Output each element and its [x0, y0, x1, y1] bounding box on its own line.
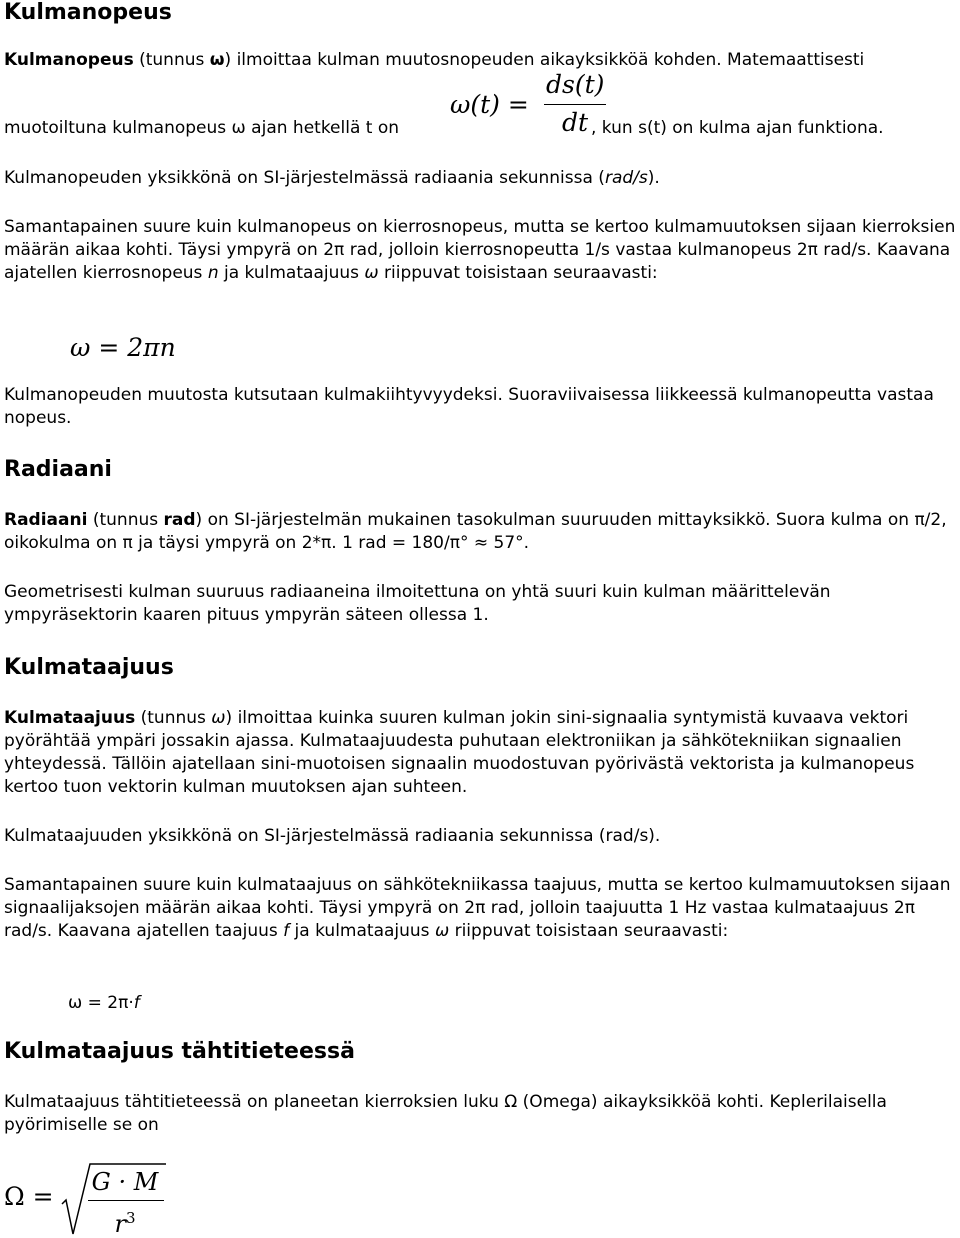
symbol-f: f [133, 993, 140, 1013]
symbol-omega: ω [364, 263, 379, 283]
symbol-f: f [283, 921, 290, 941]
symbol-n: n [207, 263, 219, 283]
text-span: Samantapainen suure kuin kulmataajuus on sähkötekniikassa taajuus, mutta se kertoo kulmamuutoksen sijaan signaalijaksojen määrän aikaa kohti. Täysi ympyrä on 2π rad, jolloin taajuutta 1 Hz vastaa kulmataajuus 2π rad/s. Kaavana ajatellen taajuus [4, 875, 951, 941]
symbol-rad: rad [163, 510, 196, 530]
formula-omega-2pi-n: ω = 2πn [70, 333, 176, 362]
symbol-r: r [114, 1210, 126, 1238]
radiaani-paragraph-2: Geometrisesti kulman suuruus radiaaneina ilmoitettuna on yhtä suuri kuin kulman määrittelevän ympyräsektorin kaaren pituus ympyrän säteen ollessa 1. [4, 582, 831, 625]
kulmataajuus-paragraph-3 [4, 874, 956, 943]
symbol-omega: ω [211, 708, 226, 728]
heading-radiaani: Radiaani [4, 457, 112, 482]
kulmanopeus-paragraph-4: Kulmanopeuden muutosta kutsutaan kulmakiihtyvyydeksi. Suoraviivaisessa liikkeessä kulmanopeutta vastaa nopeus. [4, 385, 934, 428]
radiaani-paragraph-1 [4, 509, 956, 555]
text-span: muotoiltuna kulmanopeus ω ajan hetkellä t on [4, 118, 400, 138]
text-span: Kulmanopeuden yksikkönä on SI-järjestelmässä radiaania sekunnissa ( [4, 168, 605, 188]
term-kulmataajuus: Kulmataajuus [4, 708, 136, 728]
formula-numerator: ds(t) [546, 70, 605, 99]
text-span: (tunnus [87, 510, 164, 530]
fraction-bar [88, 1200, 164, 1201]
formula-lhs: Ω = [4, 1182, 54, 1211]
text-span: ). [647, 168, 660, 188]
heading-kulmataajuus: Kulmataajuus [4, 655, 174, 680]
kulmanopeus-paragraph-3 [4, 216, 956, 285]
kulmanopeus-paragraph-1-tail: , kun s(t) on kulma ajan funktiona. [591, 118, 884, 138]
text-span: riippuvat toisistaan seuraavasti: [378, 263, 658, 283]
term-radiaani: Radiaani [4, 510, 88, 530]
heading-kulmataajuus-tahtitieteessa: Kulmataajuus tähtitieteessä [4, 1039, 355, 1064]
kulmanopeus-paragraph-1 [4, 49, 956, 72]
formula-lhs: ω(t) = [450, 90, 529, 119]
symbol-omega: ω [434, 921, 450, 941]
symbol-omega: ω [209, 50, 225, 70]
formula-denominator [88, 1204, 162, 1238]
formula-omega-2pi-f [68, 992, 140, 1015]
formula-numerator: G · M [91, 1168, 159, 1196]
formula-omega-derivative [450, 70, 610, 140]
text-span: (tunnus [133, 50, 210, 70]
heading-kulmanopeus: Kulmanopeus [4, 0, 172, 25]
text-span: riippuvat toisistaan seuraavasti: [449, 921, 729, 941]
text-span: ja kulmataajuus [218, 263, 365, 283]
formula-text: ω = 2π· [68, 993, 134, 1013]
text-span: ) on SI-järjestelmän mukainen tasokulman suuruuden mittayksikkö. Suora kulma on π/2, oikokulma on π ja täysi ympyrä on 2*π. 1 rad = 180/π° ≈ 57°. [4, 510, 947, 553]
tahtitiede-paragraph-1: Kulmataajuus tähtitieteessä on planeetan kierroksien luku Ω (Omega) aikayksikköä kohti. Keplerilaisella pyörimiselle se on [4, 1092, 887, 1135]
term-kulmanopeus: Kulmanopeus [4, 50, 134, 70]
text-span: Samantapainen suure kuin kulmanopeus on kierrosnopeus, mutta se kertoo kulmamuutoksen sijaan kierroksien määrän aikaa kohti. Täysi ympyrä on 2π rad, jolloin kierrosnopeutta 1/s vastaa kulmanopeus 2π rad/s. Kaavana ajatellen kierrosnopeus [4, 217, 956, 283]
formula-omega-kepler [4, 1160, 184, 1238]
formula-denominator: dt [561, 108, 589, 137]
kulmanopeus-paragraph-2 [4, 167, 956, 190]
kulmataajuus-paragraph-2: Kulmataajuuden yksikkönä on SI-järjestelmässä radiaania sekunnissa (rad/s). [4, 826, 661, 846]
unit-rad-s: rad/s [604, 168, 648, 188]
fraction-bar [544, 104, 606, 105]
exponent-3: 3 [125, 1209, 136, 1227]
text-span: ja kulmataajuus [289, 921, 435, 941]
text-span: ) ilmoittaa kulman muutosnopeuden aikayksikköä kohden. Matemaattisesti [224, 50, 865, 70]
text-span: ) ilmoittaa kuinka suuren kulman jokin sini-signaalia syntymistä kuvaava vektori pyörähtää ympäri jossakin ajassa. Kulmataajuudesta puhutaan elektroniikan ja sähkötekniikan signaalien yhteydessä. Tällöin ajatellaan sini-muotoisen signaalin muodostuvan pyörivästä vektorista ja kulmanopeus kertoo tuon vektorin kulman muutoksen ajan suhteen. [4, 708, 915, 797]
kulmataajuus-paragraph-1 [4, 707, 956, 799]
text-span: (tunnus [135, 708, 212, 728]
